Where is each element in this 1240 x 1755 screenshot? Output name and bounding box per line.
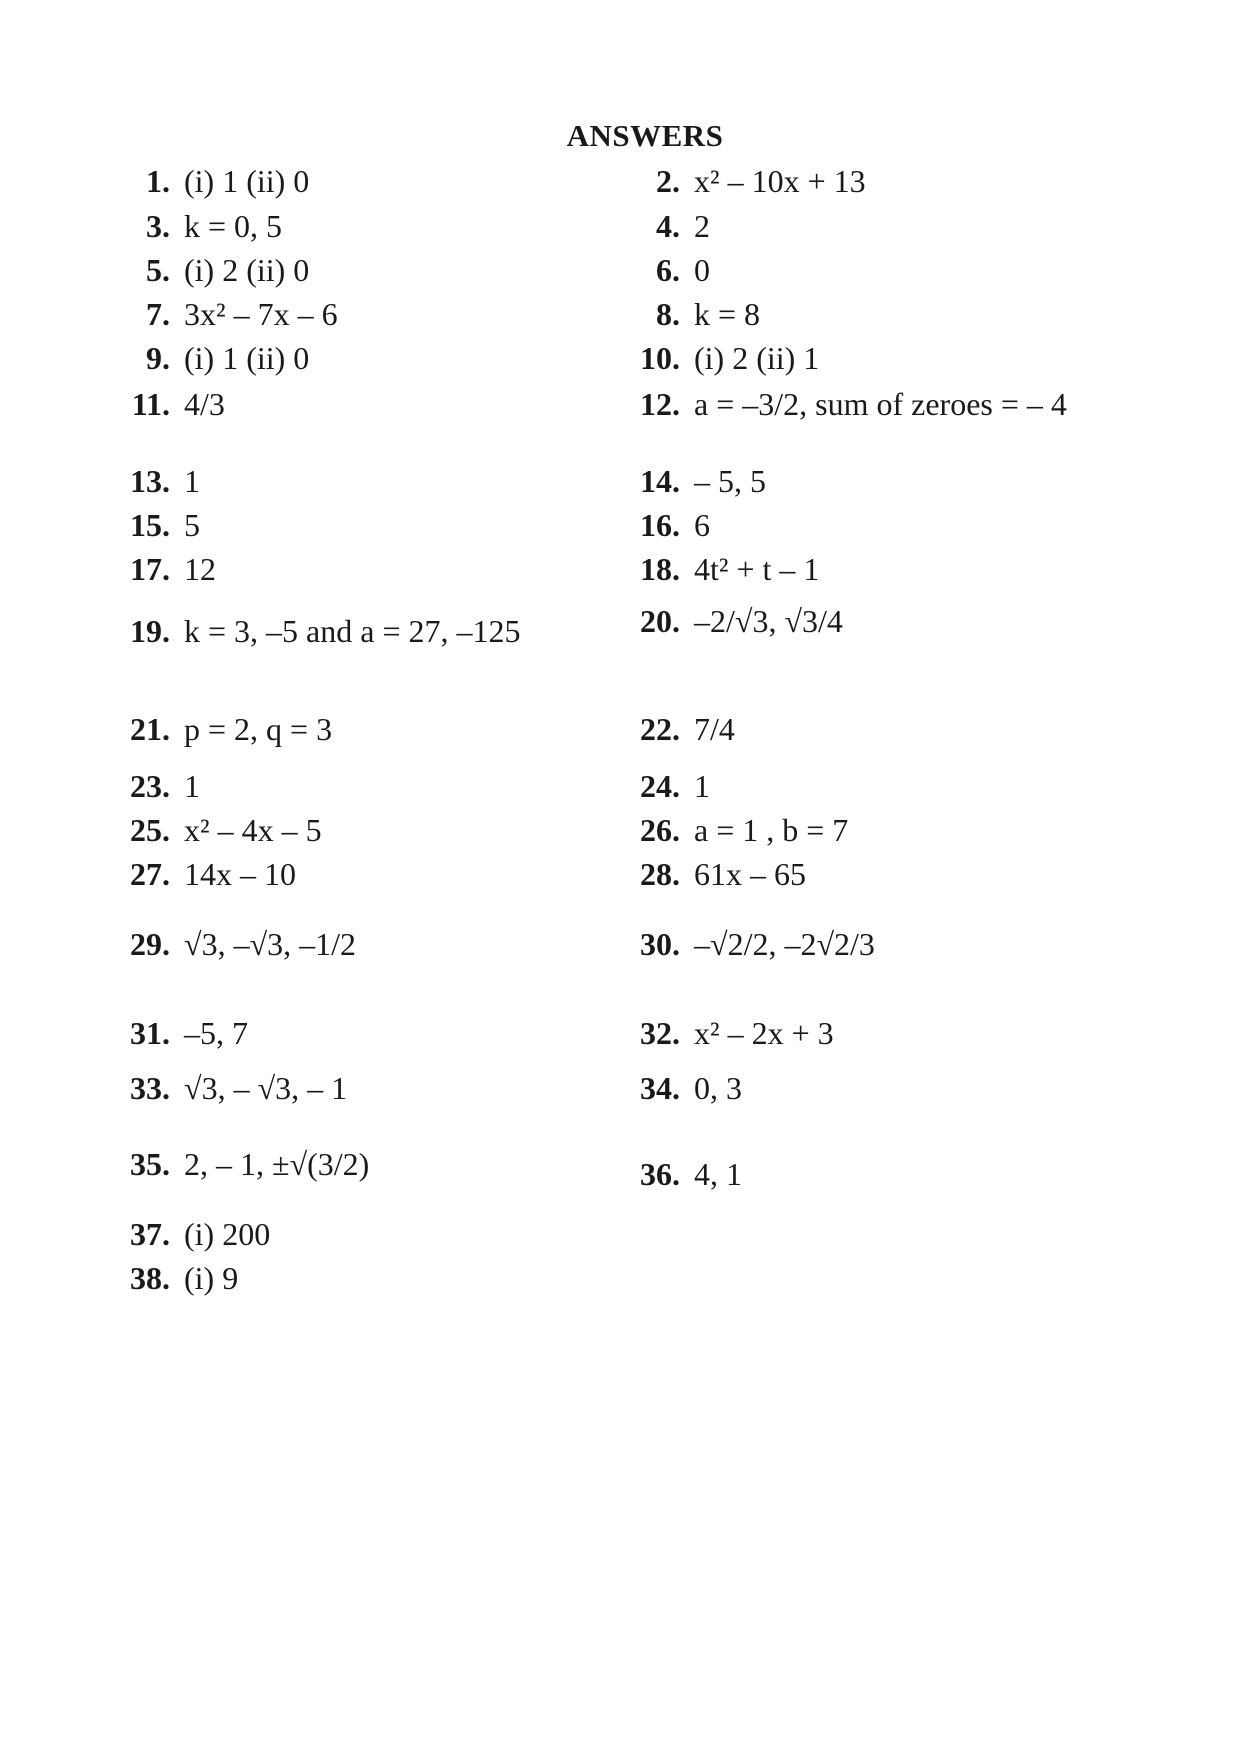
answer-text: (i) 1 (ii) 0 xyxy=(184,163,310,199)
answer-item-22 xyxy=(620,713,735,745)
answer-text: 14x – 10 xyxy=(184,856,296,892)
answer-item-32 xyxy=(620,1017,834,1049)
answer-text: p = 2, q = 3 xyxy=(184,711,333,747)
answer-text: 0, 3 xyxy=(694,1070,742,1106)
answer-number: 24. xyxy=(640,768,680,804)
answer-number: 35. xyxy=(130,1146,170,1182)
answer-text: 6 xyxy=(694,507,710,543)
answer-number: 33. xyxy=(130,1070,170,1106)
answer-item-36 xyxy=(620,1158,742,1190)
answer-item-35 xyxy=(110,1148,369,1180)
answer-item-4 xyxy=(620,210,710,242)
answer-text: 1 xyxy=(184,768,200,804)
answer-number: 9. xyxy=(146,340,170,376)
answer-text: 2 xyxy=(694,208,710,244)
answer-item-34 xyxy=(620,1072,742,1104)
answer-item-19 xyxy=(110,615,521,647)
answer-number: 22. xyxy=(640,711,680,747)
answer-text: k = 0, 5 xyxy=(184,208,283,244)
answer-item-18 xyxy=(620,553,819,585)
answer-text: 4t² + t – 1 xyxy=(694,551,820,587)
answer-item-27 xyxy=(110,858,296,890)
answer-item-3 xyxy=(110,210,282,242)
answer-number: 19. xyxy=(130,613,170,649)
answer-text: 7/4 xyxy=(694,711,735,747)
answer-number: 6. xyxy=(656,252,680,288)
answer-text: k = 3, –5 and a = 27, –125 xyxy=(184,613,521,649)
answer-text: a = 1 , b = 7 xyxy=(694,812,849,848)
answer-number: 26. xyxy=(640,812,680,848)
answer-text: 5 xyxy=(184,507,200,543)
answer-item-8 xyxy=(620,298,760,330)
answer-item-24 xyxy=(620,770,710,802)
answer-item-11 xyxy=(110,388,225,420)
answer-text: 1 xyxy=(184,463,200,499)
answer-number: 32. xyxy=(640,1015,680,1051)
answer-number: 12. xyxy=(640,386,680,422)
answer-number: 18. xyxy=(640,551,680,587)
answer-number: 3. xyxy=(146,208,170,244)
answer-item-20 xyxy=(620,605,843,637)
answer-number: 36. xyxy=(640,1156,680,1192)
answer-item-15 xyxy=(110,509,200,541)
answer-text: (i) 200 xyxy=(184,1216,271,1252)
answer-text: a = –3/2, sum of zeroes = – 4 xyxy=(694,386,1067,422)
answer-item-21 xyxy=(110,713,332,745)
answer-text: –√2/2, –2√2/3 xyxy=(694,926,875,962)
answer-number: 11. xyxy=(131,386,170,422)
answer-text: 4/3 xyxy=(184,386,225,422)
answer-number: 13. xyxy=(130,463,170,499)
answer-text: x² – 10x + 13 xyxy=(694,163,866,199)
answer-item-30 xyxy=(620,928,875,960)
answer-item-7 xyxy=(110,298,338,330)
answer-text: 0 xyxy=(694,252,710,288)
answer-number: 34. xyxy=(640,1070,680,1106)
answer-number: 30. xyxy=(640,926,680,962)
answer-text: (i) 1 (ii) 0 xyxy=(184,340,310,376)
answer-item-16 xyxy=(620,509,710,541)
answer-text: 2, – 1, ±√(3/2) xyxy=(184,1146,370,1182)
answer-item-5 xyxy=(110,254,309,286)
answer-number: 37. xyxy=(130,1216,170,1252)
answer-number: 10. xyxy=(640,340,680,376)
answer-number: 29. xyxy=(130,926,170,962)
answer-number: 4. xyxy=(656,208,680,244)
answer-item-17 xyxy=(110,553,216,585)
answer-number: 31. xyxy=(130,1015,170,1051)
answer-number: 8. xyxy=(656,296,680,332)
answer-item-26 xyxy=(620,814,848,846)
answer-text: 61x – 65 xyxy=(694,856,806,892)
answer-item-28 xyxy=(620,858,806,890)
answer-text: 12 xyxy=(184,551,216,587)
answer-number: 5. xyxy=(146,252,170,288)
answer-text: x² – 2x + 3 xyxy=(694,1015,834,1051)
answer-text: x² – 4x – 5 xyxy=(184,812,322,848)
answer-text: –5, 7 xyxy=(184,1015,248,1051)
answer-number: 25. xyxy=(130,812,170,848)
answer-number: 7. xyxy=(146,296,170,332)
page-title: ANSWERS xyxy=(566,118,724,153)
answer-text: (i) 2 (ii) 1 xyxy=(694,340,820,376)
answer-text: 1 xyxy=(694,768,710,804)
answer-number: 15. xyxy=(130,507,170,543)
answer-item-1 xyxy=(110,165,309,197)
answer-text: – 5, 5 xyxy=(694,463,766,499)
answer-item-33 xyxy=(110,1072,347,1104)
answer-number: 14. xyxy=(640,463,680,499)
answer-number: 17. xyxy=(130,551,170,587)
answer-text: (i) 2 (ii) 0 xyxy=(184,252,310,288)
answer-item-2 xyxy=(620,165,866,197)
answer-item-13 xyxy=(110,465,200,497)
answer-item-38 xyxy=(110,1262,238,1294)
answer-item-25 xyxy=(110,814,322,846)
answer-item-37 xyxy=(110,1218,270,1250)
answer-text: –2/√3, √3/4 xyxy=(694,603,843,639)
answer-text: √3, –√3, –1/2 xyxy=(184,926,357,962)
answer-item-14 xyxy=(620,465,766,497)
answer-item-31 xyxy=(110,1017,248,1049)
answer-number: 21. xyxy=(130,711,170,747)
answer-item-12 xyxy=(620,388,1067,420)
answer-item-23 xyxy=(110,770,200,802)
answer-number: 28. xyxy=(640,856,680,892)
answer-text: 4, 1 xyxy=(694,1156,742,1192)
answer-number: 38. xyxy=(130,1260,170,1296)
answer-text: (i) 9 xyxy=(184,1260,239,1296)
answer-text: √3, – √3, – 1 xyxy=(184,1070,348,1106)
answer-number: 2. xyxy=(656,163,680,199)
answer-item-6 xyxy=(620,254,710,286)
answer-number: 20. xyxy=(640,603,680,639)
answer-text: 3x² – 7x – 6 xyxy=(184,296,338,332)
answer-number: 16. xyxy=(640,507,680,543)
answer-number: 27. xyxy=(130,856,170,892)
answer-number: 1. xyxy=(146,163,170,199)
answer-item-29 xyxy=(110,928,356,960)
answer-item-10 xyxy=(620,342,819,374)
answer-text: k = 8 xyxy=(694,296,761,332)
answer-number: 23. xyxy=(130,768,170,804)
answer-item-9 xyxy=(110,342,309,374)
